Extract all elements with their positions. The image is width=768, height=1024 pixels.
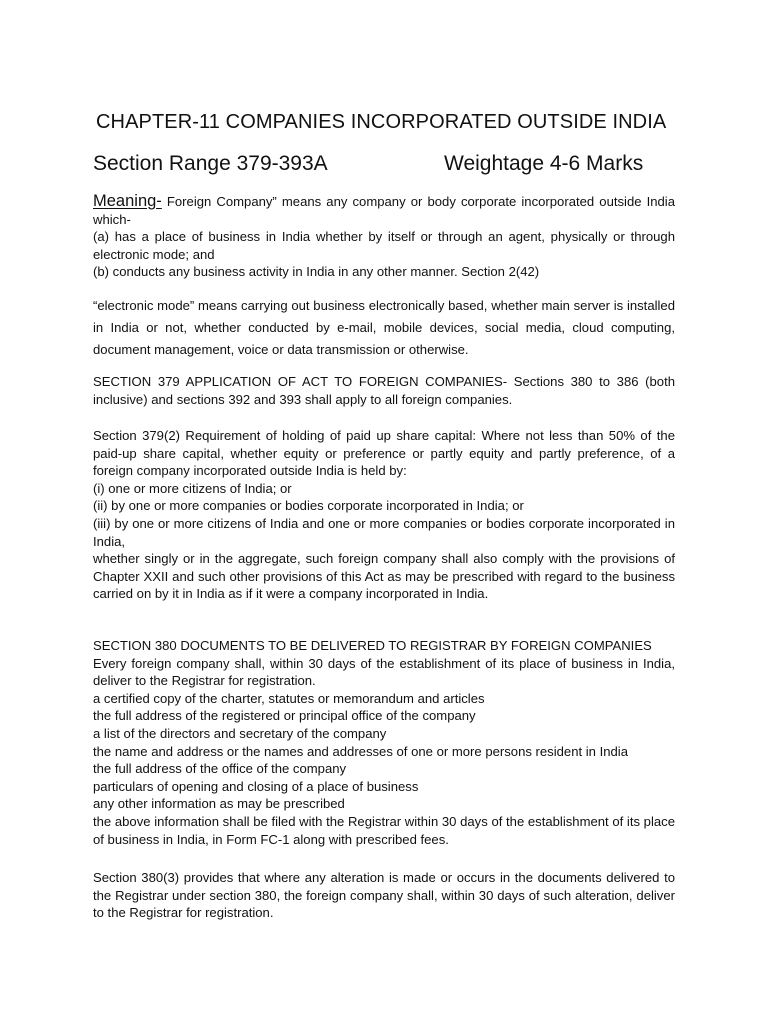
meaning-definition bbox=[93, 193, 675, 228]
electronic-mode-block bbox=[93, 295, 675, 361]
section-380-item: any other information as may be prescribed bbox=[93, 796, 345, 812]
section-380-intro: Every foreign company shall, within 30 days of the establishment of its place of business in India, deliver to the Registrar for registration. bbox=[93, 655, 675, 689]
weightage: Weightage 4-6 Marks bbox=[444, 152, 644, 175]
section-380-item: the full address of the registered or principal office of the company bbox=[93, 708, 476, 724]
section-range: Section Range 379-393A bbox=[93, 152, 328, 175]
section-380-item: a list of the directors and secretary of the company bbox=[93, 725, 387, 741]
section-380-item: the name and address or the names and addresses of one or more persons resident in India bbox=[93, 743, 628, 759]
section-379-2-conclusion: whether singly or in the aggregate, such foreign company shall also comply with the provisions of Chapter XXII and such other provisions of this Act as may be prescribed with regard to the business carried on by it in India as if it were a company incorporated in India. bbox=[93, 551, 675, 602]
section-380-filing: the above information shall be filed with the Registrar within 30 days of the establishment of its place of business in India, in Form FC-1 along with prescribed fees. bbox=[93, 813, 675, 847]
section-379-text: SECTION 379 APPLICATION OF ACT TO FOREIGN COMPANIES- Sections 380 to 386 (both inclusive) and sections 392 and 393 shall apply to all foreign companies. bbox=[93, 374, 675, 407]
section-380-heading: SECTION 380 DOCUMENTS TO BE DELIVERED TO REGISTRAR BY FOREIGN COMPANIES bbox=[93, 638, 652, 653]
section-379-2-item-i: (i) one or more citizens of India; or bbox=[93, 480, 292, 496]
section-379-2-item-ii: (ii) by one or more companies or bodies corporate incorporated in India; or bbox=[93, 498, 524, 514]
meaning-clause-a: (a) has a place of business in India whether by itself or through an agent, physically or through electronic mode; and bbox=[93, 229, 675, 262]
section-380-3-block bbox=[93, 869, 675, 922]
meaning-term: Meaning- bbox=[93, 192, 162, 210]
section-379-2-block bbox=[93, 427, 675, 603]
section-380-item: the full address of the office of the company bbox=[93, 761, 347, 777]
section-380-block bbox=[93, 637, 675, 848]
section-380-item: a certified copy of the charter, statutes or memorandum and articles bbox=[93, 690, 485, 706]
section-380-3-text: Section 380(3) provides that where any alteration is made or occurs in the documents delivered to the Registrar under section 380, the foreign company shall, within 30 days of such alteration, deliver to the Registrar for registration. bbox=[93, 870, 675, 921]
section-380-item: particulars of opening and closing of a place of business bbox=[93, 778, 419, 794]
section-379-2-intro: Section 379(2) Requirement of holding of paid up share capital: Where not less than 50% of the paid-up share capital, whether equity or preference or partly equity and partly preference, of a foreign company incorporated outside India is held by: bbox=[93, 428, 675, 479]
section-379-2-item-iii: (iii) by one or more citizens of India and one or more companies or bodies corporate incorporated in India, bbox=[93, 515, 675, 549]
meaning-clause-b: (b) conducts any business activity in India in any other manner. Section 2(42) bbox=[93, 264, 540, 280]
meaning-definition-text: Foreign Company” means any company or body corporate incorporated outside India which- bbox=[93, 194, 675, 227]
chapter-title: CHAPTER-11 COMPANIES INCORPORATED OUTSIDE INDIA bbox=[96, 111, 667, 133]
section-379-block bbox=[93, 373, 675, 408]
electronic-mode-definition: “electronic mode” means carrying out business electronically based, whether main server is installed in India or not, whether conducted by e-mail, mobile devices, social media, cloud computing, document management, voice or data transmission or otherwise. bbox=[93, 298, 675, 357]
meaning-block bbox=[93, 193, 675, 281]
